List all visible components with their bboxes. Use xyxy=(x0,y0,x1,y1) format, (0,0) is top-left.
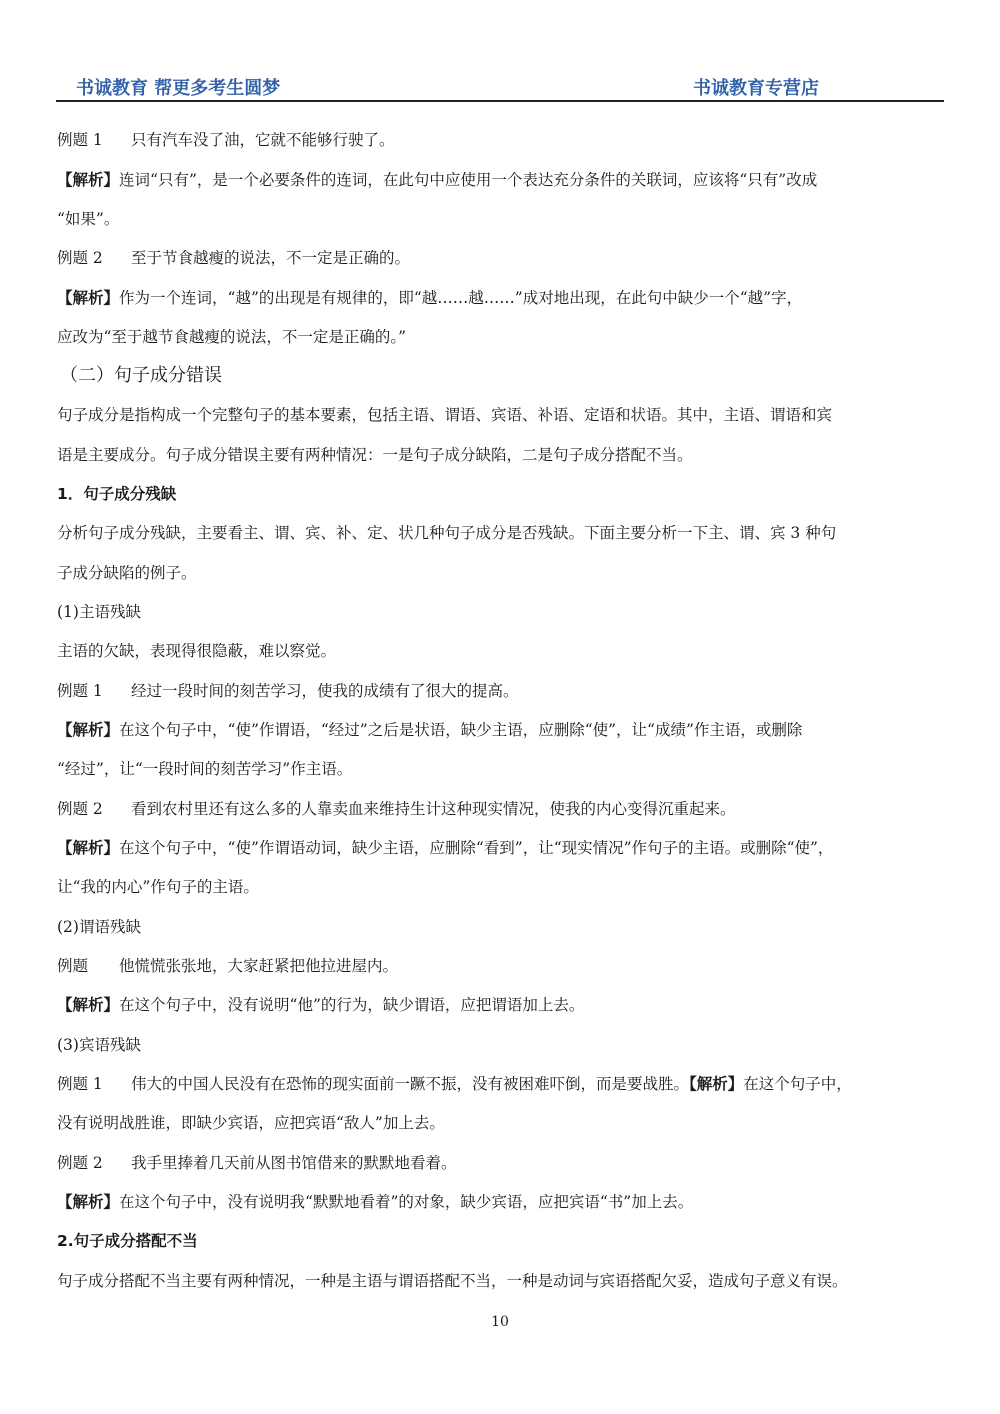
example-label: 例题 1 xyxy=(57,682,103,700)
analysis-text: 在这个句子中，没有说明我“默默地看着”的对象，缺少宾语，应把宾语“书”加上去。 xyxy=(119,1193,694,1211)
analysis-tag: 【解析】 xyxy=(689,1075,744,1093)
header-left-title: 书诚教育 帮更多考生圆梦 xyxy=(76,78,281,99)
paragraph-line: 没有说明战胜谁，即缺少宾语，应把宾语“敌人”加上去。 xyxy=(57,1114,445,1132)
subsection-heading: 1．句子成分残缺 xyxy=(57,485,177,503)
example-text: 我手里捧着几天前从图书馆借来的默默地看着。 xyxy=(131,1154,457,1172)
example-text: 经过一段时间的刻苦学习，使我的成绩有了很大的提高。 xyxy=(131,682,519,700)
paragraph-line: 让“我的内心”作句子的主语。 xyxy=(57,878,259,896)
paragraph-line: 句子成分搭配不当主要有两种情况，一种是主语与谓语搭配不当，一种是动词与宾语搭配欠妥，造成句子意义有误。 xyxy=(57,1272,848,1290)
analysis-tag: 【解析】 xyxy=(57,996,120,1014)
example-label: 例题 1 xyxy=(57,1075,103,1093)
example-label: 例题 2 xyxy=(57,249,103,267)
example-text: 至于节食越瘦的说法，不一定是正确的。 xyxy=(131,249,411,267)
paragraph-line: “经过”，让“一段时间的刻苦学习”作主语。 xyxy=(57,760,353,778)
example-line xyxy=(57,1074,945,1094)
analysis-text: 连词“只有”，是一个必要条件的连词，在此句中应使用一个表达充分条件的关联词，应该将“只有”改成 xyxy=(119,171,818,189)
paragraph-line: 主语的欠缺，表现得很隐蔽，难以察觉。 xyxy=(57,642,337,660)
paragraph-line: 句子成分是指构成一个完整句子的基本要素，包括主语、谓语、宾语、补语、定语和状语。其中，主语、谓语和宾 xyxy=(57,406,833,424)
analysis-line xyxy=(57,288,945,308)
analysis-line xyxy=(57,170,945,190)
analysis-tag: 【解析】 xyxy=(57,289,120,307)
analysis-text: 在这个句子中，“使”作谓语，“经过”之后是状语，缺少主语，应删除“使”，让“成绩”作主语，或删除 xyxy=(119,721,803,739)
example-label: 例题 1 xyxy=(57,131,103,149)
paragraph-line: 应改为“至于越节食越瘦的说法，不一定是正确的。” xyxy=(57,328,407,346)
example-text: 只有汽车没了油，它就不能够行驶了。 xyxy=(131,131,395,149)
analysis-text: 在这个句子中，“使”作谓语动词，缺少主语，应删除“看到”，让“现实情况”作句子的主语。或删除“使”， xyxy=(119,839,834,857)
analysis-line xyxy=(57,995,945,1015)
example-line xyxy=(57,130,945,150)
example-line xyxy=(57,956,945,976)
example-text: 他慌慌张张地，大家赶紧把他拉进屋内。 xyxy=(119,957,399,975)
example-label: 例题 2 xyxy=(57,800,103,818)
analysis-line xyxy=(57,720,945,740)
example-line xyxy=(57,799,945,819)
analysis-text: 在这个句子中，没有说明“他”的行为，缺少谓语，应把谓语加上去。 xyxy=(119,996,585,1014)
page-number: 10 xyxy=(491,1314,509,1330)
example-text: 伟大的中国人民没有在恐怖的现实面前一蹶不振，没有被困难吓倒，而是要战胜。 xyxy=(131,1075,690,1093)
paragraph-line: 语是主要成分。句子成分错误主要有两种情况：一是句子成分缺陷，二是句子成分搭配不当。 xyxy=(57,446,693,464)
example-label: 例题 2 xyxy=(57,1154,103,1172)
analysis-line xyxy=(57,838,945,858)
section-heading: （二）句子成分错误 xyxy=(60,365,222,386)
example-text: 看到农村里还有这么多的人靠卖血来维持生计这种现实情况，使我的内心变得沉重起来。 xyxy=(131,800,736,818)
example-line xyxy=(57,681,945,701)
example-line xyxy=(57,248,945,268)
analysis-line xyxy=(57,1192,945,1212)
example-label: 例题 xyxy=(57,957,89,975)
analysis-text: 在这个句子中， xyxy=(743,1075,852,1093)
analysis-tag: 【解析】 xyxy=(57,839,120,857)
item-heading: (1)主语残缺 xyxy=(57,603,141,621)
analysis-text: 作为一个连词，“越”的出现是有规律的，即“越……越……”成对地出现，在此句中缺少一个“越”字， xyxy=(119,289,803,307)
subsection-heading: 2.句子成分搭配不当 xyxy=(57,1232,198,1250)
paragraph-line: 子成分缺陷的例子。 xyxy=(57,564,197,582)
analysis-tag: 【解析】 xyxy=(57,721,120,739)
page-header xyxy=(56,70,944,102)
header-right-title: 书诚教育专营店 xyxy=(693,78,819,99)
analysis-tag: 【解析】 xyxy=(57,171,120,189)
analysis-tag: 【解析】 xyxy=(57,1193,120,1211)
example-line xyxy=(57,1153,945,1173)
item-heading: (2)谓语残缺 xyxy=(57,918,141,936)
item-heading: (3)宾语残缺 xyxy=(57,1036,141,1054)
paragraph-line: 分析句子成分残缺，主要看主、谓、宾、补、定、状几种句子成分是否残缺。下面主要分析一下主、谓、宾 3 种句 xyxy=(57,524,837,542)
paragraph-line: “如果”。 xyxy=(57,210,120,228)
